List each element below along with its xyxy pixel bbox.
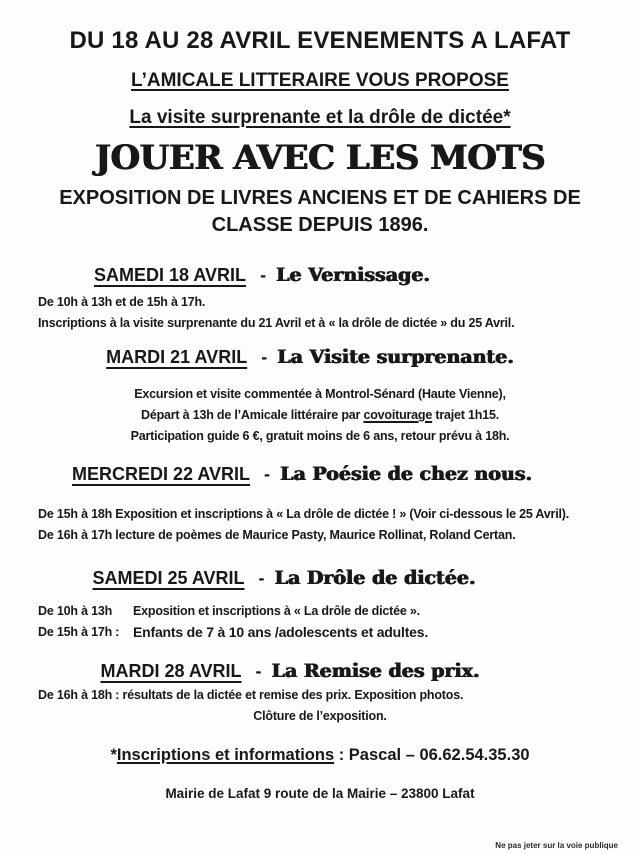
event-section-mardi-21 <box>0 343 640 447</box>
event-heading <box>0 343 630 371</box>
event-date: SAMEDI 25 AVRIL <box>92 568 245 588</box>
schedule-desc: Exposition et inscriptions à « La drôle de dictée ». <box>133 604 420 618</box>
carpool-underlined-word: covoiturage <box>363 408 433 422</box>
event-section-mardi-28 <box>0 657 640 727</box>
event-detail-line: Inscriptions à la visite surprenante du 21 Avril et à « la drôle de dictée » du 25 Avril. <box>38 316 515 330</box>
event-detail-line <box>0 405 640 426</box>
event-heading <box>0 564 604 592</box>
event-section-mercredi-22 <box>0 460 640 546</box>
heading-dash: - <box>264 464 271 484</box>
event-title: La Poésie de chez nous. <box>280 463 532 485</box>
event-section-samedi-25 <box>0 564 640 643</box>
event-title: La Remise des prix. <box>271 660 480 682</box>
contact-label: Inscriptions et informations <box>116 746 335 764</box>
event-heading <box>0 460 622 488</box>
schedule-row <box>38 601 632 622</box>
detail-text: trajet 1h15. <box>432 408 499 422</box>
event-detail-line: De 10h à 13h et de 15h à 17h. <box>38 295 206 309</box>
schedule-row <box>38 622 632 643</box>
event-date: MARDI 28 AVRIL <box>100 661 242 681</box>
event-date: MARDI 21 AVRIL <box>106 347 248 367</box>
heading-dash: - <box>261 347 268 367</box>
schedule-desc: Enfants de 7 à 10 ans /adolescents et adultes. <box>133 624 429 640</box>
event-detail-line: De 15h à 18h Exposition et inscriptions à « La drôle de dictée ! » (Voir ci-dessous le 25 Avril). <box>38 507 569 521</box>
schedule-time: De 15h à 17h : <box>38 625 120 639</box>
poster-title: DU 18 AU 28 AVRIL EVENEMENTS A LAFAT <box>69 27 571 54</box>
contact-line <box>0 743 640 768</box>
event-detail-line: De 16h à 18h : résultats de la dictée et remise des prix. Exposition photos. <box>38 688 464 702</box>
legal-note: Ne pas jeter sur la voie publique <box>495 841 618 850</box>
event-title: La Drôle de dictée. <box>274 567 476 589</box>
organizer-line: L’AMICALE LITTERAIRE VOUS PROPOSE <box>131 70 509 91</box>
event-detail-line: Excursion et visite commentée à Montrol-Sénard (Haute Vienne), <box>134 387 506 401</box>
contact-phone: : Pascal – 06.62.54.35.30 <box>334 746 530 764</box>
heading-dash: - <box>260 265 267 285</box>
event-date: MERCREDI 22 AVRIL <box>72 464 251 484</box>
event-title: La Visite surprenante. <box>277 346 514 368</box>
event-tagline: La visite surprenante et la drôle de dictée* <box>129 107 511 128</box>
schedule-time: De 10h à 13h <box>38 604 113 618</box>
event-detail-line: Participation guide 6 €, gratuit moins de 6 ans, retour prévu à 18h. <box>130 429 510 443</box>
event-detail-line: Clôture de l’exposition. <box>253 709 387 723</box>
asterisk: * <box>110 746 117 764</box>
event-title: Le Vernissage. <box>276 264 430 286</box>
event-heading <box>0 261 582 289</box>
event-date: SAMEDI 18 AVRIL <box>94 265 247 285</box>
event-heading <box>0 657 610 685</box>
exposition-subtitle: EXPOSITION DE LIVRES ANCIENS ET DE CAHIERS DE CLASSE DEPUIS 1896. <box>59 187 581 236</box>
detail-text: Départ à 13h de l’Amicale littéraire par <box>141 408 364 422</box>
event-detail-line: De 16h à 17h lecture de poèmes de Maurice Pasty, Maurice Rollinat, Roland Certan. <box>38 528 516 542</box>
main-title: JOUER AVEC LES MOTS <box>94 138 546 178</box>
heading-dash: - <box>255 661 262 681</box>
address-line: Mairie de Lafat 9 route de la Mairie – 23800 Lafat <box>165 786 475 801</box>
event-section-samedi-18 <box>0 261 640 334</box>
heading-dash: - <box>258 568 265 588</box>
